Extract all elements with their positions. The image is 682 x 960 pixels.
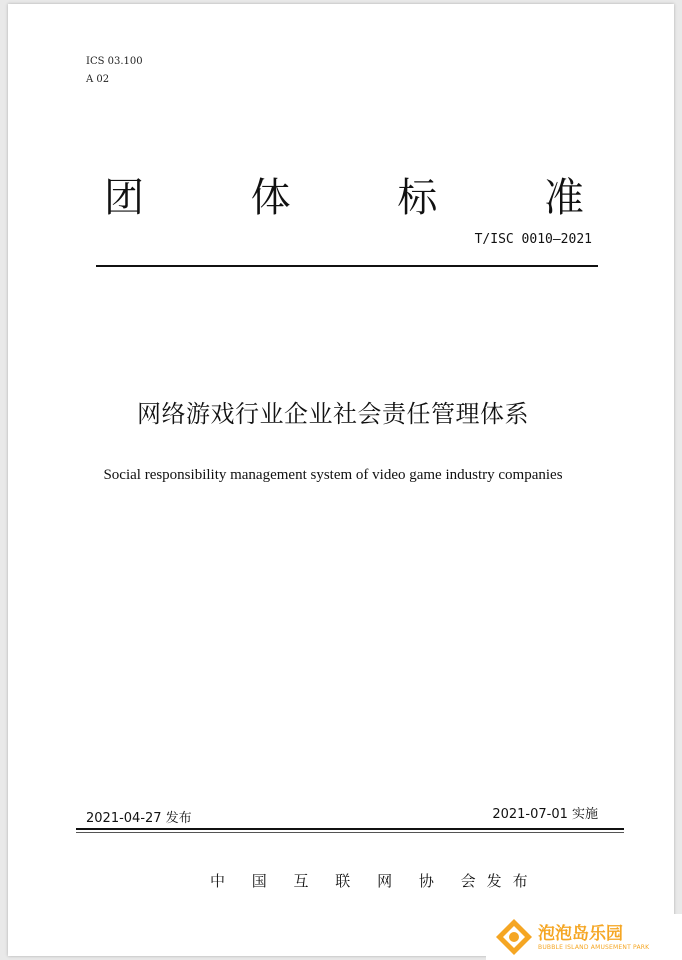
footer-divider [76,828,624,830]
standard-type-char: 标 [397,175,438,221]
title-english: Social responsibility management system of video game industry companies [103,467,563,483]
standard-code: T/ISC 0010—2021 [474,232,592,247]
standard-type-char: 体 [250,175,291,221]
standard-type-heading [104,166,584,223]
publisher: 中 国 互 联 网 协 会发布 [210,872,539,890]
ics-code: ICS 03.100 [86,56,143,67]
bubble-island-logo-icon [494,917,534,957]
watermark [486,914,682,960]
title-chinese: 网络游戏行业企业社会责任管理体系 [137,400,529,428]
header-divider [96,265,598,267]
implement-date: 2021-07-01 实施 [492,807,598,822]
document-page [8,4,674,956]
standard-type-char: 团 [104,175,144,221]
publish-date: 2021-04-27 发布 [86,811,192,826]
watermark-name: 泡泡岛乐园 [538,923,623,944]
footer-divider-thin [76,832,624,833]
standard-type-char: 准 [543,175,584,221]
classification-code: A 02 [86,74,110,85]
watermark-subtitle: BUBBLE ISLAND AMUSEMENT PARK [538,943,650,951]
